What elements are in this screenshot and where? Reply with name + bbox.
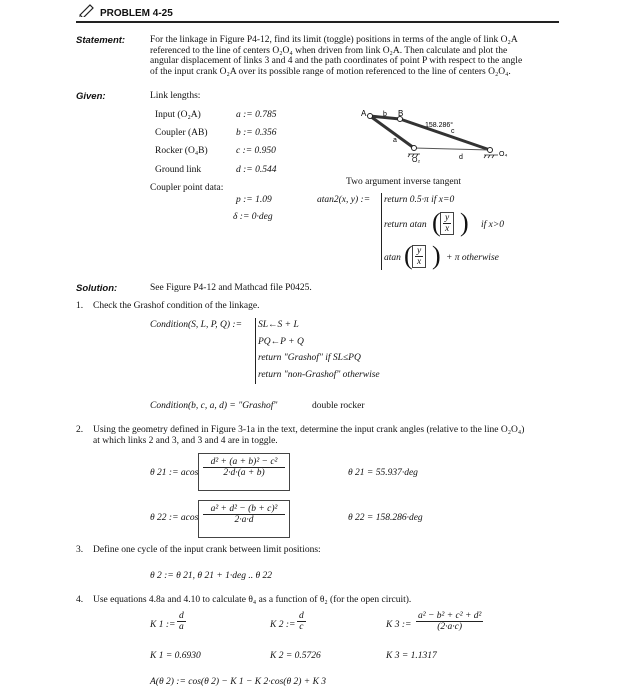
- step1-text: Check the Grashof condition of the linkage.: [93, 301, 260, 311]
- linkage-figure: [356, 106, 526, 170]
- theta2-range: θ 2 := θ 21, θ 21 + 1·deg .. θ 22: [150, 571, 272, 581]
- step2-line2: at which links 2 and 3, and 3 and 4 are in toggle.: [93, 436, 278, 446]
- atan2-def: atan2(x, y) :=: [317, 195, 371, 205]
- k2-num: d: [299, 611, 304, 621]
- k1-num: d: [179, 611, 184, 621]
- atan2-frac-group-2: ( $\frac{y}{x}$ ): [404, 241, 441, 270]
- theta22-result: θ 22 = 158.286·deg: [348, 513, 423, 523]
- k2-result: K 2 = 0.5726: [270, 651, 321, 661]
- theta22-frac: [203, 504, 285, 525]
- atan2-row3-tail: + π otherwise: [446, 253, 499, 263]
- condition-bracket: [255, 318, 256, 384]
- step-number: 1.: [76, 301, 84, 311]
- pencil-icon: [78, 3, 96, 17]
- k2-lhs: K 2 :=: [270, 620, 296, 630]
- link-lengths-heading: Link lengths:: [150, 91, 201, 101]
- link-value: a := 0.785: [236, 110, 277, 120]
- pivot-o4: [488, 148, 493, 153]
- statement-line: referenced to the line of centers O₂O₄ when driven from link O₂A. Then calculate and plot the: [150, 45, 508, 56]
- coupler-heading: Coupler point data:: [150, 183, 224, 193]
- link-value: c := 0.950: [236, 146, 276, 156]
- condition-row: return "non-Grashof" otherwise: [258, 370, 380, 380]
- link-name: Rocker (O₄B): [155, 146, 208, 156]
- theta22-expr-box: [198, 500, 290, 538]
- header-rule: [76, 21, 559, 23]
- pivot-o2: [412, 146, 417, 151]
- label-b: b: [383, 111, 387, 118]
- atan2-row2: return atan: [384, 220, 427, 230]
- theta21-result: θ 21 = 55.937·deg: [348, 468, 418, 478]
- theta22-den: 2·a·d: [234, 515, 254, 525]
- link-name: Input (O₂A): [155, 110, 201, 120]
- condition-result: Condition(b, c, a, d) = "Grashof": [150, 401, 278, 411]
- solution-text: See Figure P4-12 and Mathcad file P0425.: [150, 283, 312, 293]
- theta21-lhs: θ 21 := acos: [150, 468, 199, 478]
- condition-def: Condition(S, L, P, Q) :=: [150, 320, 243, 330]
- condition-row: PQ←P + Q: [258, 337, 304, 347]
- theta21-num: d² + (a + b)² − c²: [203, 457, 285, 468]
- ground-line: [414, 148, 490, 150]
- atan2-frac-group: ( $\frac{y}{x}$ ): [432, 208, 469, 237]
- label-o4: O₄: [499, 151, 508, 158]
- theta22-num: a² + d² − (b + c)²: [203, 504, 285, 515]
- label-A: A: [361, 109, 367, 118]
- step3-text: Define one cycle of the input crank between limit positions:: [93, 545, 321, 555]
- theta22-lhs: θ 22 := acos: [150, 513, 199, 523]
- atan2-row1: return 0.5·π if x=0: [384, 195, 455, 205]
- ground-hatch: [484, 155, 498, 158]
- a-function: A(θ 2) := cos(θ 2) − K 1 − K 2·cos(θ 2) + K 3: [150, 677, 327, 687]
- step-number: 4.: [76, 595, 84, 605]
- statement-line: angular displacement of links 3 and 4 and the path coordinates of point P with respect to the angle: [150, 56, 523, 66]
- p-value: p := 1.09: [236, 195, 272, 205]
- k2-den: c: [299, 622, 304, 632]
- k1-frac: [177, 611, 186, 632]
- atan2-frac: [412, 245, 426, 268]
- link-value: d := 0.544: [236, 165, 277, 175]
- theta21-expr-box: [198, 453, 290, 491]
- atan2-num: y: [417, 246, 422, 256]
- angle-label: 158.286°: [425, 122, 454, 129]
- step4-text: Use equations 4.8a and 4.10 to calculate θ₄ as a function of θ₂ (for the open circuit).: [93, 595, 412, 605]
- statement-line: For the linkage in Figure P4-12, find its limit (toggle) positions in terms of the angle of link O₂A: [150, 35, 518, 45]
- step-number: 3.: [76, 545, 84, 555]
- statement-line: of the input crank O₂A over its possible range of motion referenced to the line of centers O₂O₄.: [150, 66, 511, 77]
- condition-row: return "Grashof" if SL≤PQ: [258, 353, 361, 363]
- atan2-heading: Two argument inverse tangent: [346, 177, 461, 187]
- theta21-den: 2·d·(a + b): [223, 468, 265, 478]
- step2-line1: Using the geometry defined in Figure 3-1a in the text, determine the input crank angles (relative to the line O₂O₄): [93, 425, 525, 435]
- label-d: d: [459, 154, 463, 161]
- theta21-frac: [203, 457, 285, 478]
- label-o2: O₂: [412, 157, 421, 164]
- atan2-num: y: [445, 213, 450, 223]
- k3-lhs: K 3 :=: [386, 620, 412, 630]
- label-B: B: [398, 109, 404, 118]
- k3-frac: [416, 611, 483, 632]
- link-name: Ground link: [155, 165, 202, 175]
- atan2-frac: [440, 212, 454, 235]
- atan2-den: x: [445, 224, 450, 234]
- pin-a: [368, 114, 373, 119]
- statement-text: [150, 35, 570, 77]
- condition-row: SL←S + L: [258, 320, 299, 330]
- label-c: c: [451, 128, 455, 135]
- label-a: a: [393, 137, 397, 144]
- k3-num: a² − b² + c² + d²: [418, 611, 482, 621]
- problem-title: PROBLEM 4-25: [100, 8, 173, 19]
- k1-lhs: K 1 :=: [150, 620, 176, 630]
- k2-frac: [297, 611, 306, 632]
- link-name: Coupler (AB): [155, 128, 208, 138]
- atan2-den: x: [417, 257, 422, 267]
- solution-label: Solution:: [76, 283, 118, 294]
- step-number: 2.: [76, 425, 84, 435]
- given-label: Given:: [76, 91, 106, 102]
- k3-den: (2·a·c): [437, 622, 463, 632]
- atan2-row2-cond: if x>0: [481, 220, 505, 230]
- atan2-row3-fn: atan: [384, 253, 401, 263]
- problem-header: [76, 0, 559, 27]
- k1-den: a: [179, 622, 184, 632]
- atan2-bracket: [381, 193, 382, 270]
- condition-note: double rocker: [312, 401, 365, 411]
- link-value: b := 0.356: [236, 128, 277, 138]
- delta-value: δ := 0·deg: [233, 212, 273, 222]
- k3-result: K 3 = 1.1317: [386, 651, 437, 661]
- statement-label: Statement:: [76, 35, 126, 46]
- k1-result: K 1 = 0.6930: [150, 651, 201, 661]
